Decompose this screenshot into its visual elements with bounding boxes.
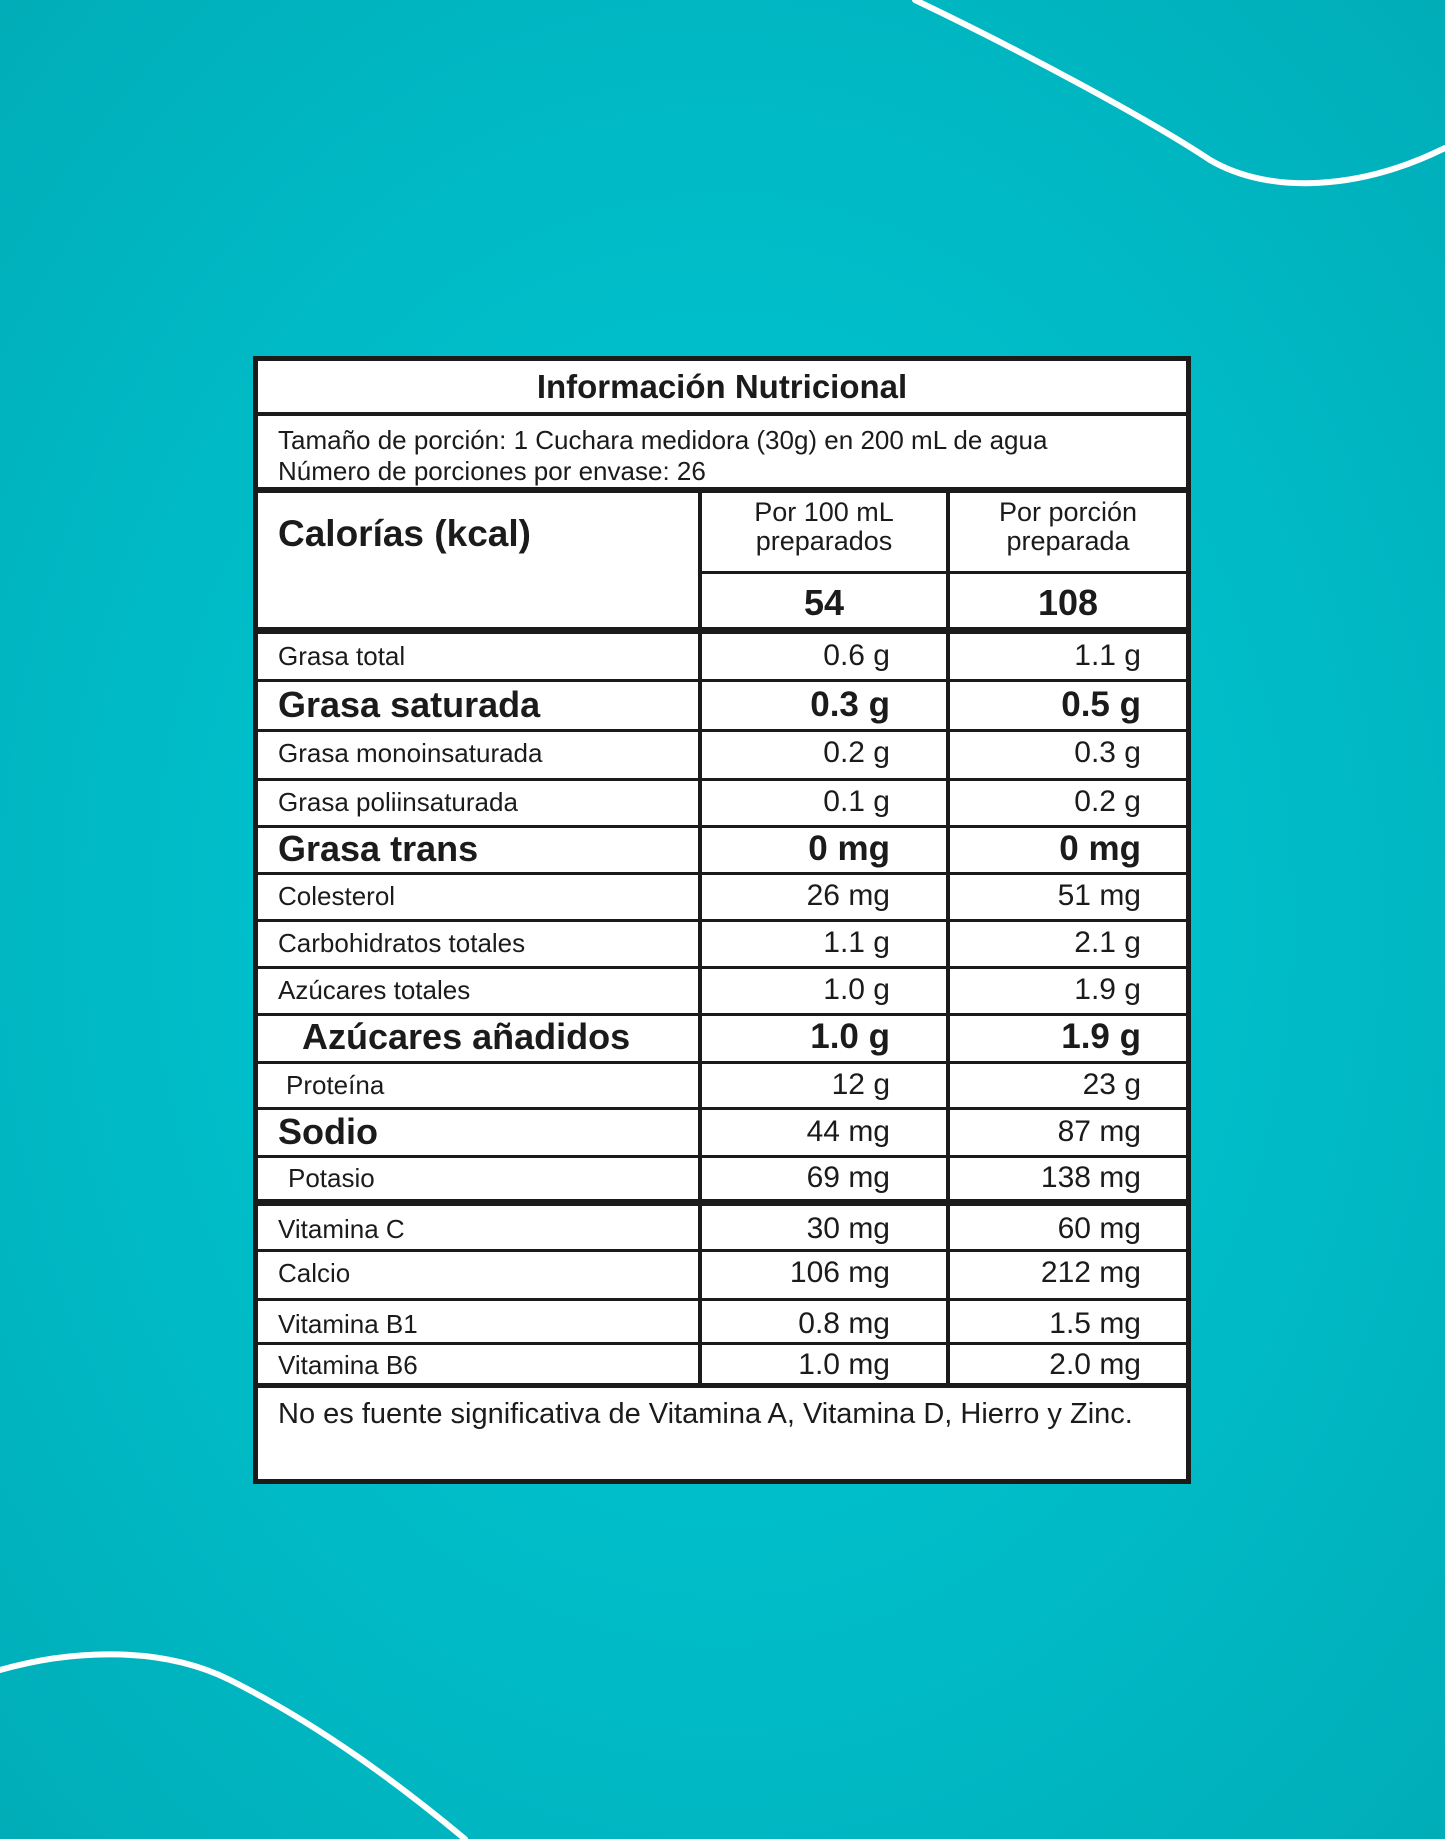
nutrient-per-100ml: 1.1 g bbox=[823, 926, 890, 959]
column-header-per-portion-line2: preparada bbox=[1006, 526, 1130, 556]
vitamin-per-portion: 60 mg bbox=[1057, 1212, 1141, 1245]
vitamin-per-portion: 212 mg bbox=[1040, 1256, 1141, 1289]
calories-per-100ml: 54 bbox=[803, 582, 845, 623]
nutrient-per-portion: 23 g bbox=[1082, 1068, 1141, 1101]
section-divider-thick bbox=[258, 1383, 1186, 1388]
vitamin-per-portion: 1.5 mg bbox=[1049, 1307, 1141, 1340]
vitamin-per-100ml: 30 mg bbox=[806, 1212, 890, 1245]
footnote: No es fuente significativa de Vitamina A, Vitamina D, Hierro y Zinc. bbox=[278, 1398, 1133, 1430]
vitamin-per-100ml: 106 mg bbox=[789, 1256, 890, 1289]
column-header-per-100ml-line1: Por 100 mL bbox=[754, 497, 894, 527]
nutrient-per-100ml: 0.3 g bbox=[810, 685, 890, 724]
nutrient-name: Grasa trans bbox=[278, 828, 479, 869]
row-divider bbox=[258, 679, 1186, 682]
vitamin-name: Vitamina B6 bbox=[278, 1350, 418, 1380]
nutrient-per-100ml: 69 mg bbox=[806, 1161, 890, 1194]
nutrient-name: Azúcares totales bbox=[278, 975, 471, 1005]
calories-label: Calorías (kcal) bbox=[278, 513, 531, 554]
nutrient-name: Grasa poliinsaturada bbox=[278, 787, 518, 817]
top-right-curve-line bbox=[915, 0, 1445, 183]
section-divider-thick bbox=[258, 1199, 1186, 1206]
header-divider bbox=[950, 571, 1186, 574]
nutrient-name: Grasa saturada bbox=[278, 684, 541, 725]
nutrient-per-100ml: 0.6 g bbox=[823, 639, 890, 672]
nutrient-per-portion: 1.9 g bbox=[1074, 973, 1141, 1006]
nutrient-per-portion: 138 mg bbox=[1040, 1161, 1141, 1194]
servings-per-container: Número de porciones por envase: 26 bbox=[278, 456, 706, 486]
nutrient-per-portion: 1.9 g bbox=[1061, 1017, 1141, 1056]
vitamin-name: Vitamina B1 bbox=[278, 1309, 418, 1339]
column-header-per-portion-line1: Por porción bbox=[998, 497, 1138, 527]
nutrient-per-portion: 87 mg bbox=[1057, 1115, 1141, 1148]
vitamin-per-portion: 2.0 mg bbox=[1049, 1348, 1141, 1381]
nutrient-name: Proteína bbox=[286, 1070, 385, 1100]
serving-size: Tamaño de porción: 1 Cuchara medidora (30g) en 200 mL de agua bbox=[278, 425, 1048, 455]
nutrient-per-portion: 0 mg bbox=[1059, 829, 1141, 868]
vitamin-per-100ml: 0.8 mg bbox=[798, 1307, 890, 1340]
nutrient-per-100ml: 12 g bbox=[831, 1068, 890, 1101]
section-divider-thick bbox=[258, 627, 1186, 634]
vitamin-name: Vitamina C bbox=[278, 1214, 405, 1244]
nutrient-name: Azúcares añadidos bbox=[302, 1016, 631, 1057]
nutrition-facts-label bbox=[253, 356, 1191, 1484]
nutrient-per-100ml: 0.2 g bbox=[823, 736, 890, 769]
column-header-per-100ml bbox=[702, 498, 946, 556]
nutrient-per-portion: 51 mg bbox=[1057, 879, 1141, 912]
nutrient-name: Carbohidratos totales bbox=[278, 928, 526, 958]
nutrient-name: Potasio bbox=[288, 1163, 375, 1193]
calories-per-portion: 108 bbox=[1037, 582, 1099, 623]
column-header-per-portion bbox=[950, 498, 1186, 556]
nutrient-per-portion: 0.3 g bbox=[1074, 736, 1141, 769]
nutrient-per-portion: 1.1 g bbox=[1074, 639, 1141, 672]
nutrient-per-100ml: 0.1 g bbox=[823, 785, 890, 818]
nutrient-per-100ml: 1.0 g bbox=[823, 973, 890, 1006]
row-divider bbox=[258, 1298, 1186, 1301]
nutrient-per-100ml: 44 mg bbox=[806, 1115, 890, 1148]
vitamin-name: Calcio bbox=[278, 1258, 351, 1288]
nutrient-per-portion: 0.5 g bbox=[1061, 685, 1141, 724]
column-header-per-100ml-line2: preparados bbox=[755, 526, 893, 556]
nutrient-name: Colesterol bbox=[278, 881, 396, 911]
vitamin-per-100ml: 1.0 mg bbox=[798, 1348, 890, 1381]
header-divider bbox=[702, 571, 946, 574]
label-title: Información Nutricional bbox=[258, 361, 1186, 416]
nutrient-per-100ml: 26 mg bbox=[806, 879, 890, 912]
nutrient-per-100ml: 1.0 g bbox=[810, 1017, 890, 1056]
nutrient-name: Sodio bbox=[278, 1111, 378, 1152]
nutrient-per-portion: 0.2 g bbox=[1074, 785, 1141, 818]
nutrient-per-portion: 2.1 g bbox=[1074, 926, 1141, 959]
serving-info bbox=[258, 416, 1186, 493]
bottom-left-curve-line bbox=[0, 1654, 465, 1839]
nutrient-name: Grasa total bbox=[278, 641, 406, 671]
nutrient-name: Grasa monoinsaturada bbox=[278, 738, 543, 768]
nutrient-per-100ml: 0 mg bbox=[808, 829, 890, 868]
